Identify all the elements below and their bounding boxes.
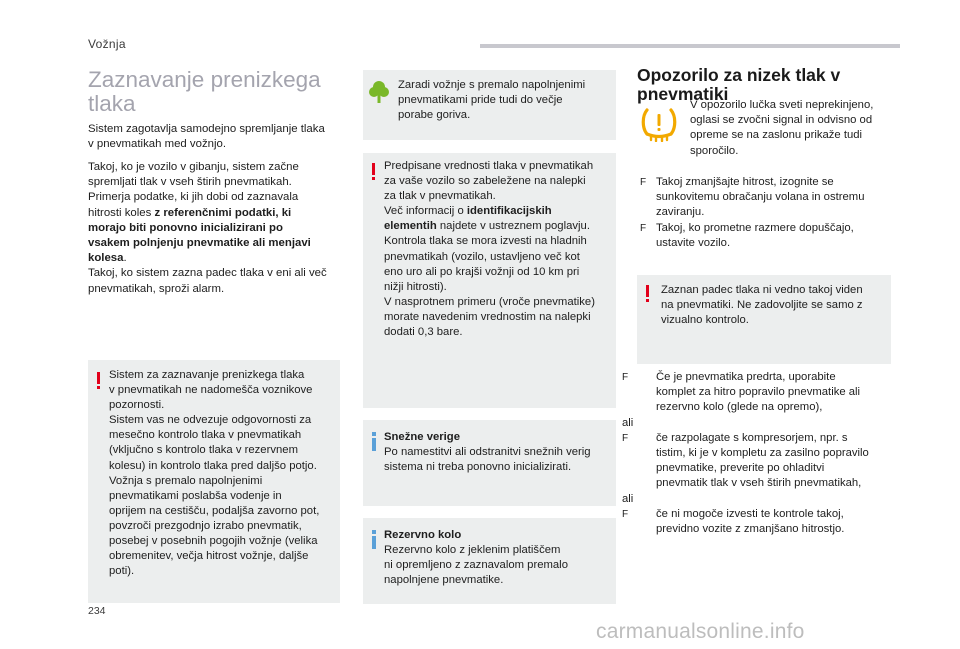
pressure-box-text bbox=[384, 159, 616, 340]
visual-check-text: Zaznan padec tlaka ni vedno takoj viden na pnevmatiki. Ne zadovoljite se samo z vizualno kontrolo. bbox=[661, 284, 863, 327]
header-divider bbox=[480, 44, 900, 48]
list-item bbox=[622, 431, 894, 492]
bullet-marker: F bbox=[640, 177, 647, 188]
warning-intro-text: V opozorilo lučka sveti neprekinjeno, oglasi se zvočni signal in odvisno od opreme se na zaslonu prikaže tudi sporočilo. bbox=[690, 99, 874, 157]
warning-box-text: Sistem za zaznavanje prenizkega tlaka v pnevmatikah ne nadomešča voznikove pozornosti. Sistem vas ne odvezuje odgovornosti za mesečno kontrolo tlaka v pnevmatikah (vključno s kontrolo tlaka v rezervnem kolesu) in kontrolo tlaka pred daljšo potjo. Vožnja s premalo napolnjenimi pnevmatikami poslabša vodenje in oprijem na cestišču, podaljša zavorno pot, povzroči prezgodnjo izrabo pnevmatik, posebej v posebnih pogojih vožnje (velika obremenitev, večja hitrost vožnje, daljše poti). bbox=[109, 369, 320, 578]
bullet-marker: F bbox=[622, 372, 629, 383]
list-item-text: če razpolagate s kompresorjem, npr. s tistim, ki je v kompletu za zasilno popravilo pnevmatike, preverite po ohladitvi pnevmatik tlak v vseh štirih pnevmatikah, bbox=[656, 431, 869, 490]
spare-wheel-text: Rezervno kolo z jeklenim platiščem ni opremljeno z zaznavalom premalo napolnjene pnevmatike. bbox=[384, 544, 568, 587]
spare-wheel-content bbox=[384, 528, 616, 588]
snow-chains-text: Po namestitvi ali odstranitvi snežnih verig sistema ni treba ponovno inicializirati. bbox=[384, 446, 591, 474]
bullet-marker: F bbox=[622, 432, 629, 444]
detection-text-bold: z referenčnimi podatki, ki morajo biti ponovno inicializirani po vsakem polnjenju pnevmatike ali menjavi kolesa bbox=[88, 206, 311, 265]
or-separator: ali bbox=[622, 492, 634, 505]
pressure-text-a: Predpisane vrednosti tlaka v pnevmatikah za vaše vozilo so zabeležene na nalepki za tlak v pnevmatikah. Več informacij o bbox=[384, 160, 594, 218]
warning-box-visual-check bbox=[637, 275, 891, 364]
info-icon bbox=[371, 530, 377, 550]
list-item bbox=[640, 221, 892, 251]
info-box-snow-chains bbox=[363, 420, 616, 506]
repair-options-list bbox=[622, 370, 894, 537]
warning-exclamation-icon bbox=[645, 285, 649, 303]
page-number: 234 bbox=[88, 605, 106, 617]
detection-paragraph bbox=[88, 160, 340, 297]
immediate-actions-list bbox=[640, 175, 892, 251]
tyre-pressure-warning-icon bbox=[638, 106, 680, 142]
section-title: Zaznavanje prenizkega tlaka bbox=[88, 67, 321, 116]
warning-section-title: Opozorilo za nizek tlak v pnevmatiki bbox=[637, 65, 841, 104]
eco-box bbox=[363, 70, 616, 140]
pressure-text-bold: identifikacijskih elementih bbox=[384, 205, 552, 233]
warning-box-pressure bbox=[363, 153, 616, 408]
list-item-text: če ni mogoče izvesti te kontrole takoj, previdno vozite z zmanjšano hitrostjo. bbox=[656, 507, 845, 536]
list-item bbox=[622, 370, 894, 416]
warning-exclamation-icon bbox=[371, 163, 375, 181]
pressure-text-c: najdete v ustreznem poglavju. Kontrola tlaka se mora izvesti na hladnih pnevmatikah (vozilo, ustavljeno več kot eno uro ali po krajši vožnji od 10 km pri nižji hitrosti). V nasprotnem primeru (vroče pnevmatike) morate navedenim vrednostim na nalepki dodati 0,3 bare. bbox=[384, 220, 595, 339]
detection-text-c: . Takoj, ko sistem zazna padec tlaka v eni ali več pnevmatikah, sproži alarm. bbox=[88, 252, 327, 295]
snow-chains-content bbox=[384, 430, 616, 475]
snow-chains-title: Snežne verige bbox=[384, 431, 460, 443]
list-item-text: Takoj zmanjšajte hitrost, izognite se sunkovitemu obračanju volana in ostremu zaviranju. bbox=[656, 176, 865, 219]
eco-box-text: Zaradi vožnje s premalo napolnjenimi pnevmatikami pride tudi do večje porabe goriva. bbox=[398, 79, 586, 122]
intro-paragraph: Sistem zagotavlja samodejno spremljanje tlaka v pnevmatikah med vožnjo. bbox=[88, 123, 325, 151]
spare-wheel-title: Rezervno kolo bbox=[384, 529, 462, 541]
or-separator: ali bbox=[622, 416, 634, 429]
eco-tree-icon bbox=[369, 80, 389, 104]
list-item-text: Če je pnevmatika predrta, uporabite komplet za hitro popravilo pnevmatike ali rezervno kolo (glede na opremo), bbox=[656, 371, 861, 414]
list-item bbox=[622, 507, 894, 537]
warning-exclamation-icon bbox=[96, 372, 100, 390]
info-icon bbox=[371, 432, 377, 452]
bullet-marker: F bbox=[640, 222, 647, 234]
bullet-marker: F bbox=[622, 508, 629, 520]
list-item bbox=[640, 175, 892, 221]
list-item-text: Takoj, ko prometne razmere dopuščajo, ustavite vozilo. bbox=[656, 221, 854, 249]
watermark: carmanualsonline.info bbox=[596, 620, 805, 643]
detection-text-a: Takoj, ko je vozilo v gibanju, sistem začne spremljati tlak v vseh štirih pnevmatikah. Primerja podatke, ki jih dobi od zaznavala hitrosti koles bbox=[88, 161, 299, 219]
warning-box-attention bbox=[88, 360, 340, 603]
info-box-spare-wheel bbox=[363, 518, 616, 604]
section-label: Vožnja bbox=[88, 37, 126, 51]
